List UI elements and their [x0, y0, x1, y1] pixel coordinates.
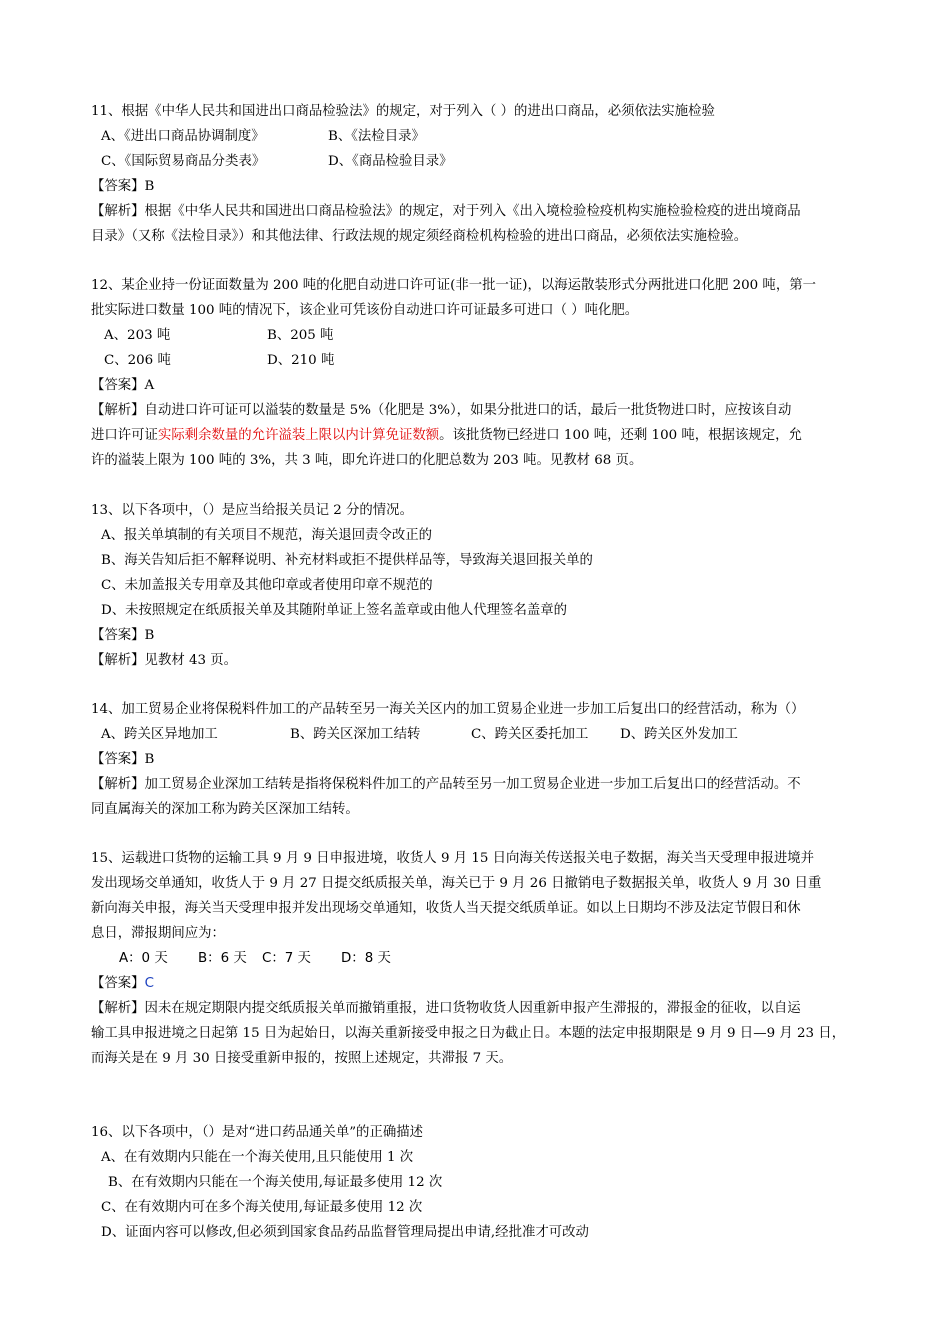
- q15-analysis-line: 而海关是在 9 月 30 日接受重新申报的，按照上述规定，共滞报 7 天。: [91, 1051, 513, 1066]
- q12-option-d: D、210 吨: [267, 353, 335, 368]
- q16-option-a: A、在有效期内只能在一个海关使用,且只能使用 1 次: [101, 1150, 414, 1165]
- q12-analysis-text: 。该批货物已经进口 100 吨，还剩 100 吨，根据该规定，允: [439, 428, 802, 443]
- q14-option-c: C、跨关区委托加工: [471, 727, 589, 742]
- q15-option-b: B：6 天: [198, 951, 247, 966]
- q13-option-c: C、未加盖报关专用章及其他印章或者使用印章不规范的: [101, 578, 433, 593]
- q12-analysis-line: [91, 427, 802, 445]
- q13-option-b: B、海关告知后拒不解释说明、补充材料或拒不提供样品等，导致海关退回报关单的: [101, 553, 593, 568]
- q12-stem-line: 批实际进口数量 100 吨的情况下，该企业可凭该份自动进口许可证最多可进口（ ）吨化肥。: [91, 303, 639, 318]
- q14-analysis-line: 同直属海关的深加工称为跨关区深加工结转。: [91, 802, 359, 817]
- q12-analysis-line: 【解析】自动进口许可证可以溢装的数量是 5%（化肥是 3%），如果分批进口的话，最后一批货物进口时，应按该自动: [91, 403, 792, 418]
- q14-stem: 14、加工贸易企业将保税料件加工的产品转至另一海关关区内的加工贸易企业进一步加工后复出口的经营活动，称为（）: [91, 702, 805, 717]
- q13-option-a: A、报关单填制的有关项目不规范，海关退回责令改正的: [101, 528, 433, 543]
- q11-analysis-line: 目录》（又称《法检目录》）和其他法律、行政法规的规定须经商检机构检验的进出口商品，必须依法实施检验。: [91, 229, 748, 244]
- q16-option-d: D、证面内容可以修改,但必须到国家食品药品监督管理局提出申请,经批准才可改动: [101, 1225, 589, 1240]
- q11-stem: 11、根据《中华人民共和国进出口商品检验法》的规定，对于列入（ ）的进出口商品，必须依法实施检验: [91, 104, 715, 119]
- q15-stem-line: 新向海关申报，海关当天受理申报并发出现场交单通知，收货人当天提交纸质单证。如以上日期均不涉及法定节假日和休: [91, 901, 801, 916]
- q13-answer: 【答案】B: [91, 628, 155, 643]
- q14-answer: 【答案】B: [91, 752, 155, 767]
- q11-option-b: B、《法检目录》: [328, 129, 425, 144]
- q15-stem-line: 15、运载进口货物的运输工具 9 月 9 日申报进境，收货人 9 月 15 日向海关传送报关电子数据，海关当天受理申报进境并: [91, 851, 815, 866]
- q11-option-c: C、《国际贸易商品分类表》: [101, 154, 266, 169]
- q14-option-b: B、跨关区深加工结转: [290, 727, 421, 742]
- q16-option-b: B、在有效期内只能在一个海关使用,每证最多使用 12 次: [108, 1175, 443, 1190]
- q14-option-a: A、跨关区异地加工: [101, 727, 218, 742]
- q15-answer-label: 【答案】: [91, 976, 145, 991]
- q12-answer: 【答案】A: [91, 378, 155, 393]
- q11-answer: 【答案】B: [91, 179, 155, 194]
- q11-option-a: A、《进出口商品协调制度》: [101, 129, 265, 144]
- q15-option-c: C：7 天: [262, 951, 311, 966]
- q15-option-d: D：8 天: [341, 951, 391, 966]
- q15-answer: [91, 975, 154, 993]
- q12-analysis-text: 进口许可证: [91, 428, 158, 443]
- q12-option-c: C、206 吨: [104, 353, 171, 368]
- q16-stem: 16、以下各项中，（）是对“进口药品通关单”的正确描述: [91, 1125, 424, 1140]
- q15-analysis-line: 输工具申报进境之日起第 15 日为起始日，以海关重新接受申报之日为截止日。本题的法定申报期限是 9 月 9 日—9 月 23 日，: [91, 1026, 846, 1041]
- q13-option-d: D、未按照规定在纸质报关单及其随附单证上签名盖章或由他人代理签名盖章的: [101, 603, 568, 618]
- q13-stem: 13、以下各项中，（）是应当给报关员记 2 分的情况。: [91, 503, 413, 518]
- q11-option-d: D、《商品检验目录》: [328, 154, 453, 169]
- q12-analysis-line: 许的溢装上限为 100 吨的 3%，共 3 吨，即允许进口的化肥总数为 203 吨。见教材 68 页。: [91, 453, 643, 468]
- q13-analysis: 【解析】见教材 43 页。: [91, 653, 238, 668]
- q16-option-c: C、在有效期内可在多个海关使用,每证最多使用 12 次: [101, 1200, 423, 1215]
- q15-analysis-line: 【解析】因未在规定期限内提交纸质报关单而撤销重报，进口货物收货人因重新申报产生滞报的，滞报金的征收，以自运: [91, 1001, 801, 1016]
- q15-answer-value: C: [144, 976, 154, 991]
- q14-analysis-line: 【解析】加工贸易企业深加工结转是指将保税料件加工的产品转至另一加工贸易企业进一步加工后复出口的经营活动。不: [91, 777, 801, 792]
- q15-stem-line: 息日，滞报期间应为：: [91, 926, 225, 941]
- q12-option-a: A、203 吨: [104, 328, 171, 343]
- q12-analysis-highlight: 实际剩余数量的允许溢装上限以内计算免证数额: [157, 428, 440, 443]
- q12-option-b: B、205 吨: [267, 328, 334, 343]
- q15-stem-line: 发出现场交单通知，收货人于 9 月 27 日提交纸质报关单，海关已于 9 月 26 日撤销电子数据报关单，收货人 9 月 30 日重: [91, 876, 822, 891]
- q11-analysis-line: 【解析】根据《中华人民共和国进出口商品检验法》的规定，对于列入《出入境检验检疫机构实施检验检疫的进出境商品: [91, 204, 801, 219]
- q15-option-a: A：0 天: [119, 951, 168, 966]
- q12-stem-line: 12、某企业持一份证面数量为 200 吨的化肥自动进口许可证(非一批一证)，以海运散装形式分两批进口化肥 200 吨，第一: [91, 278, 816, 293]
- q14-option-d: D、跨关区外发加工: [620, 727, 738, 742]
